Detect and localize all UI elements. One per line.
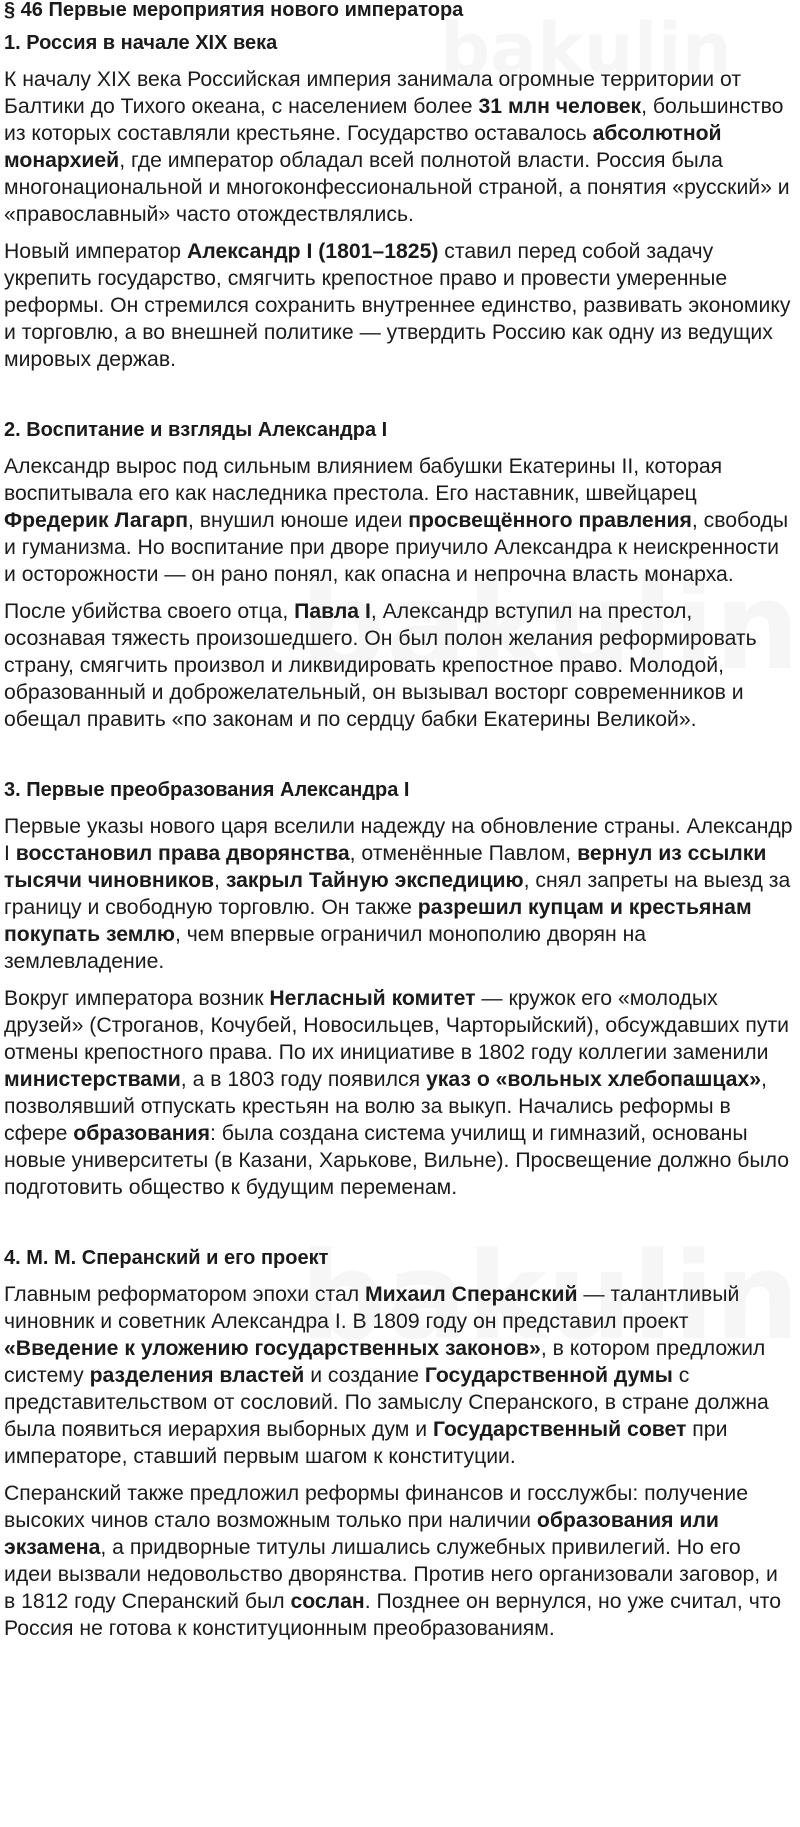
paragraph <box>4 813 794 975</box>
section-title: 4. М. М. Сперанский и его проект <box>4 1247 329 1269</box>
bold-term: разрешил купцам и крестьянам покупать землю <box>4 896 752 946</box>
bold-term: «Введение к уложению государственных законов» <box>4 1337 541 1360</box>
text-run: , большинство из которых составляли крестьяне. Государство оставалось <box>4 95 784 145</box>
section-reforms <box>4 777 794 1201</box>
text-run: , внушил юноше идеи <box>188 509 409 532</box>
bold-term: 31 млн человек <box>478 95 642 118</box>
text-run: , позволявший отпускать крестьян на волю за выкуп. Начались реформы в сфере <box>4 1068 767 1145</box>
paragraph <box>4 238 794 373</box>
bold-term: образования <box>73 1122 210 1145</box>
text-run: и создание <box>304 1364 425 1387</box>
section-title: 1. Россия в начале XIX века <box>4 32 278 54</box>
text-run: , Александр вступил на престол, осознавая тяжесть произошедшего. Он был полон желания реформировать страну, смягчить произвол и ликвидировать крепостное право. Молодой, образованный и доброжелательный, он вызывал восторг современников и обещал править «по законам и по сердцу бабки Екатерины Великой». <box>4 600 757 731</box>
text-run: , снял запреты на выезд за границу и свободную торговлю. Он также <box>4 869 791 919</box>
text-run: , а придворные титулы лишались служебных привилегий. Но его идеи вызвали недовольство дворянства. Против него организовали заговор, и в 1812 году Сперанский был <box>4 1536 778 1613</box>
text-run: Главным реформатором эпохи стал <box>4 1283 366 1306</box>
section-russia <box>4 30 794 373</box>
text-run: — талантливый чиновник и советник Александра I. В 1809 году он представил проект <box>4 1283 740 1333</box>
bold-term: просвещённого правления <box>408 509 692 532</box>
text-run: при императоре, ставший первым шагом к конституции. <box>4 1418 728 1468</box>
bold-term: Михаил Сперанский <box>365 1283 578 1306</box>
bold-term: Павла I <box>294 600 371 623</box>
bold-term: закрыл Тайную экспедицию <box>225 869 524 892</box>
text-run: , в котором предложил систему <box>4 1337 766 1387</box>
text-run: Первые указы нового царя вселили надежду на обновление страны. Александр I <box>4 815 793 865</box>
text-run: Вокруг императора возник <box>4 987 270 1010</box>
section-gap <box>4 383 794 417</box>
text-run: : была создана система училищ и гимназий, основаны новые университеты (в Казани, Харькове, Вильне). Просвещение должно было подготовить общество к будущим переменам. <box>4 1122 790 1199</box>
bold-term: восстановил права дворянства <box>15 842 350 865</box>
text-run: Новый император <box>4 240 187 263</box>
paragraph <box>4 453 794 588</box>
text-run: с представительством от сословий. По замыслу Сперанского, в стране должна была появиться иерархия выборных дум и <box>4 1364 769 1441</box>
section-gap <box>4 743 794 777</box>
bold-term: Александр I (1801–1825) <box>186 240 439 263</box>
paragraph <box>4 1281 794 1470</box>
paragraph <box>4 1480 794 1642</box>
bold-term: абсолютной монархией <box>4 122 722 172</box>
text-run: ставил перед собой задачу укрепить государство, смягчить крепостное право и провести умеренные реформы. Он стремился сохранить внутреннее единство, развивать экономику и торговлю, а во внешней политике — утвердить Россию как одну из ведущих мировых держав. <box>4 240 791 371</box>
paragraph <box>4 598 794 733</box>
section-title: 2. Воспитание и взгляды Александра I <box>4 419 388 441</box>
text-run: , чем впервые ограничил монополию дворян на землевладение. <box>4 923 647 973</box>
text-run: . Позднее он вернулся, но уже считал, что Россия не готова к конституционным преобразованиям. <box>4 1590 781 1640</box>
bold-term: Государственный совет <box>432 1418 687 1441</box>
bold-term: Государственной думы <box>424 1364 673 1387</box>
text-run: , свободы и гуманизма. Но воспитание при дворе приучило Александра к неискренности и осторожности — он рано понял, как опасна и непрочна власть монарха. <box>4 509 789 586</box>
text-run: , а в 1803 году появился <box>180 1068 426 1091</box>
bold-term: Негласный комитет <box>269 987 476 1010</box>
bold-term: образования или экзамена <box>4 1509 719 1559</box>
text-run: — кружок его «молодых друзей» (Строганов, Кочубей, Новосильцев, Чарторыйский), обсуждавших пути отмены крепостного права. По их инициативе в 1802 году коллегии заменили <box>4 987 789 1064</box>
text-run: Сперанский также предложил реформы финансов и госслужбы: получение высоких чинов стало возможным только при наличии <box>4 1482 748 1532</box>
text-run: , <box>214 869 226 892</box>
text-run: , где император обладал всей полнотой власти. Россия была многонациональной и многоконфессиональной страной, а понятия «русский» и «православный» часто отождествлялись. <box>4 149 790 226</box>
bold-term: вернул из ссылки тысячи чиновников <box>4 842 767 892</box>
section-gap <box>4 1211 794 1245</box>
bold-term: министерствами <box>4 1068 181 1091</box>
paragraph <box>4 66 794 228</box>
page-title: § 46 Первые мероприятия нового императора <box>4 0 464 21</box>
section-upbringing <box>4 417 794 733</box>
bold-term: указ о «вольных хлебопашцах» <box>425 1068 762 1091</box>
bold-term: разделения властей <box>89 1364 305 1387</box>
text-run: Александр вырос под сильным влиянием бабушки Екатерины II, которая воспитывала его как наследника престола. Его наставник, швейцарец <box>4 455 723 505</box>
text-run: После убийства своего отца, <box>4 600 295 623</box>
paragraph <box>4 985 794 1201</box>
section-speransky <box>4 1245 794 1642</box>
section-title: 3. Первые преобразования Александра I <box>4 779 410 801</box>
text-run: К началу XIX века Российская империя занимала огромные территории от Балтики до Тихого океана, с населением более <box>4 68 742 118</box>
text-run: , отменённые Павлом, <box>349 842 578 865</box>
bold-term: Фредерик Лагарп <box>4 509 189 532</box>
bold-term: сослан <box>290 1590 365 1613</box>
